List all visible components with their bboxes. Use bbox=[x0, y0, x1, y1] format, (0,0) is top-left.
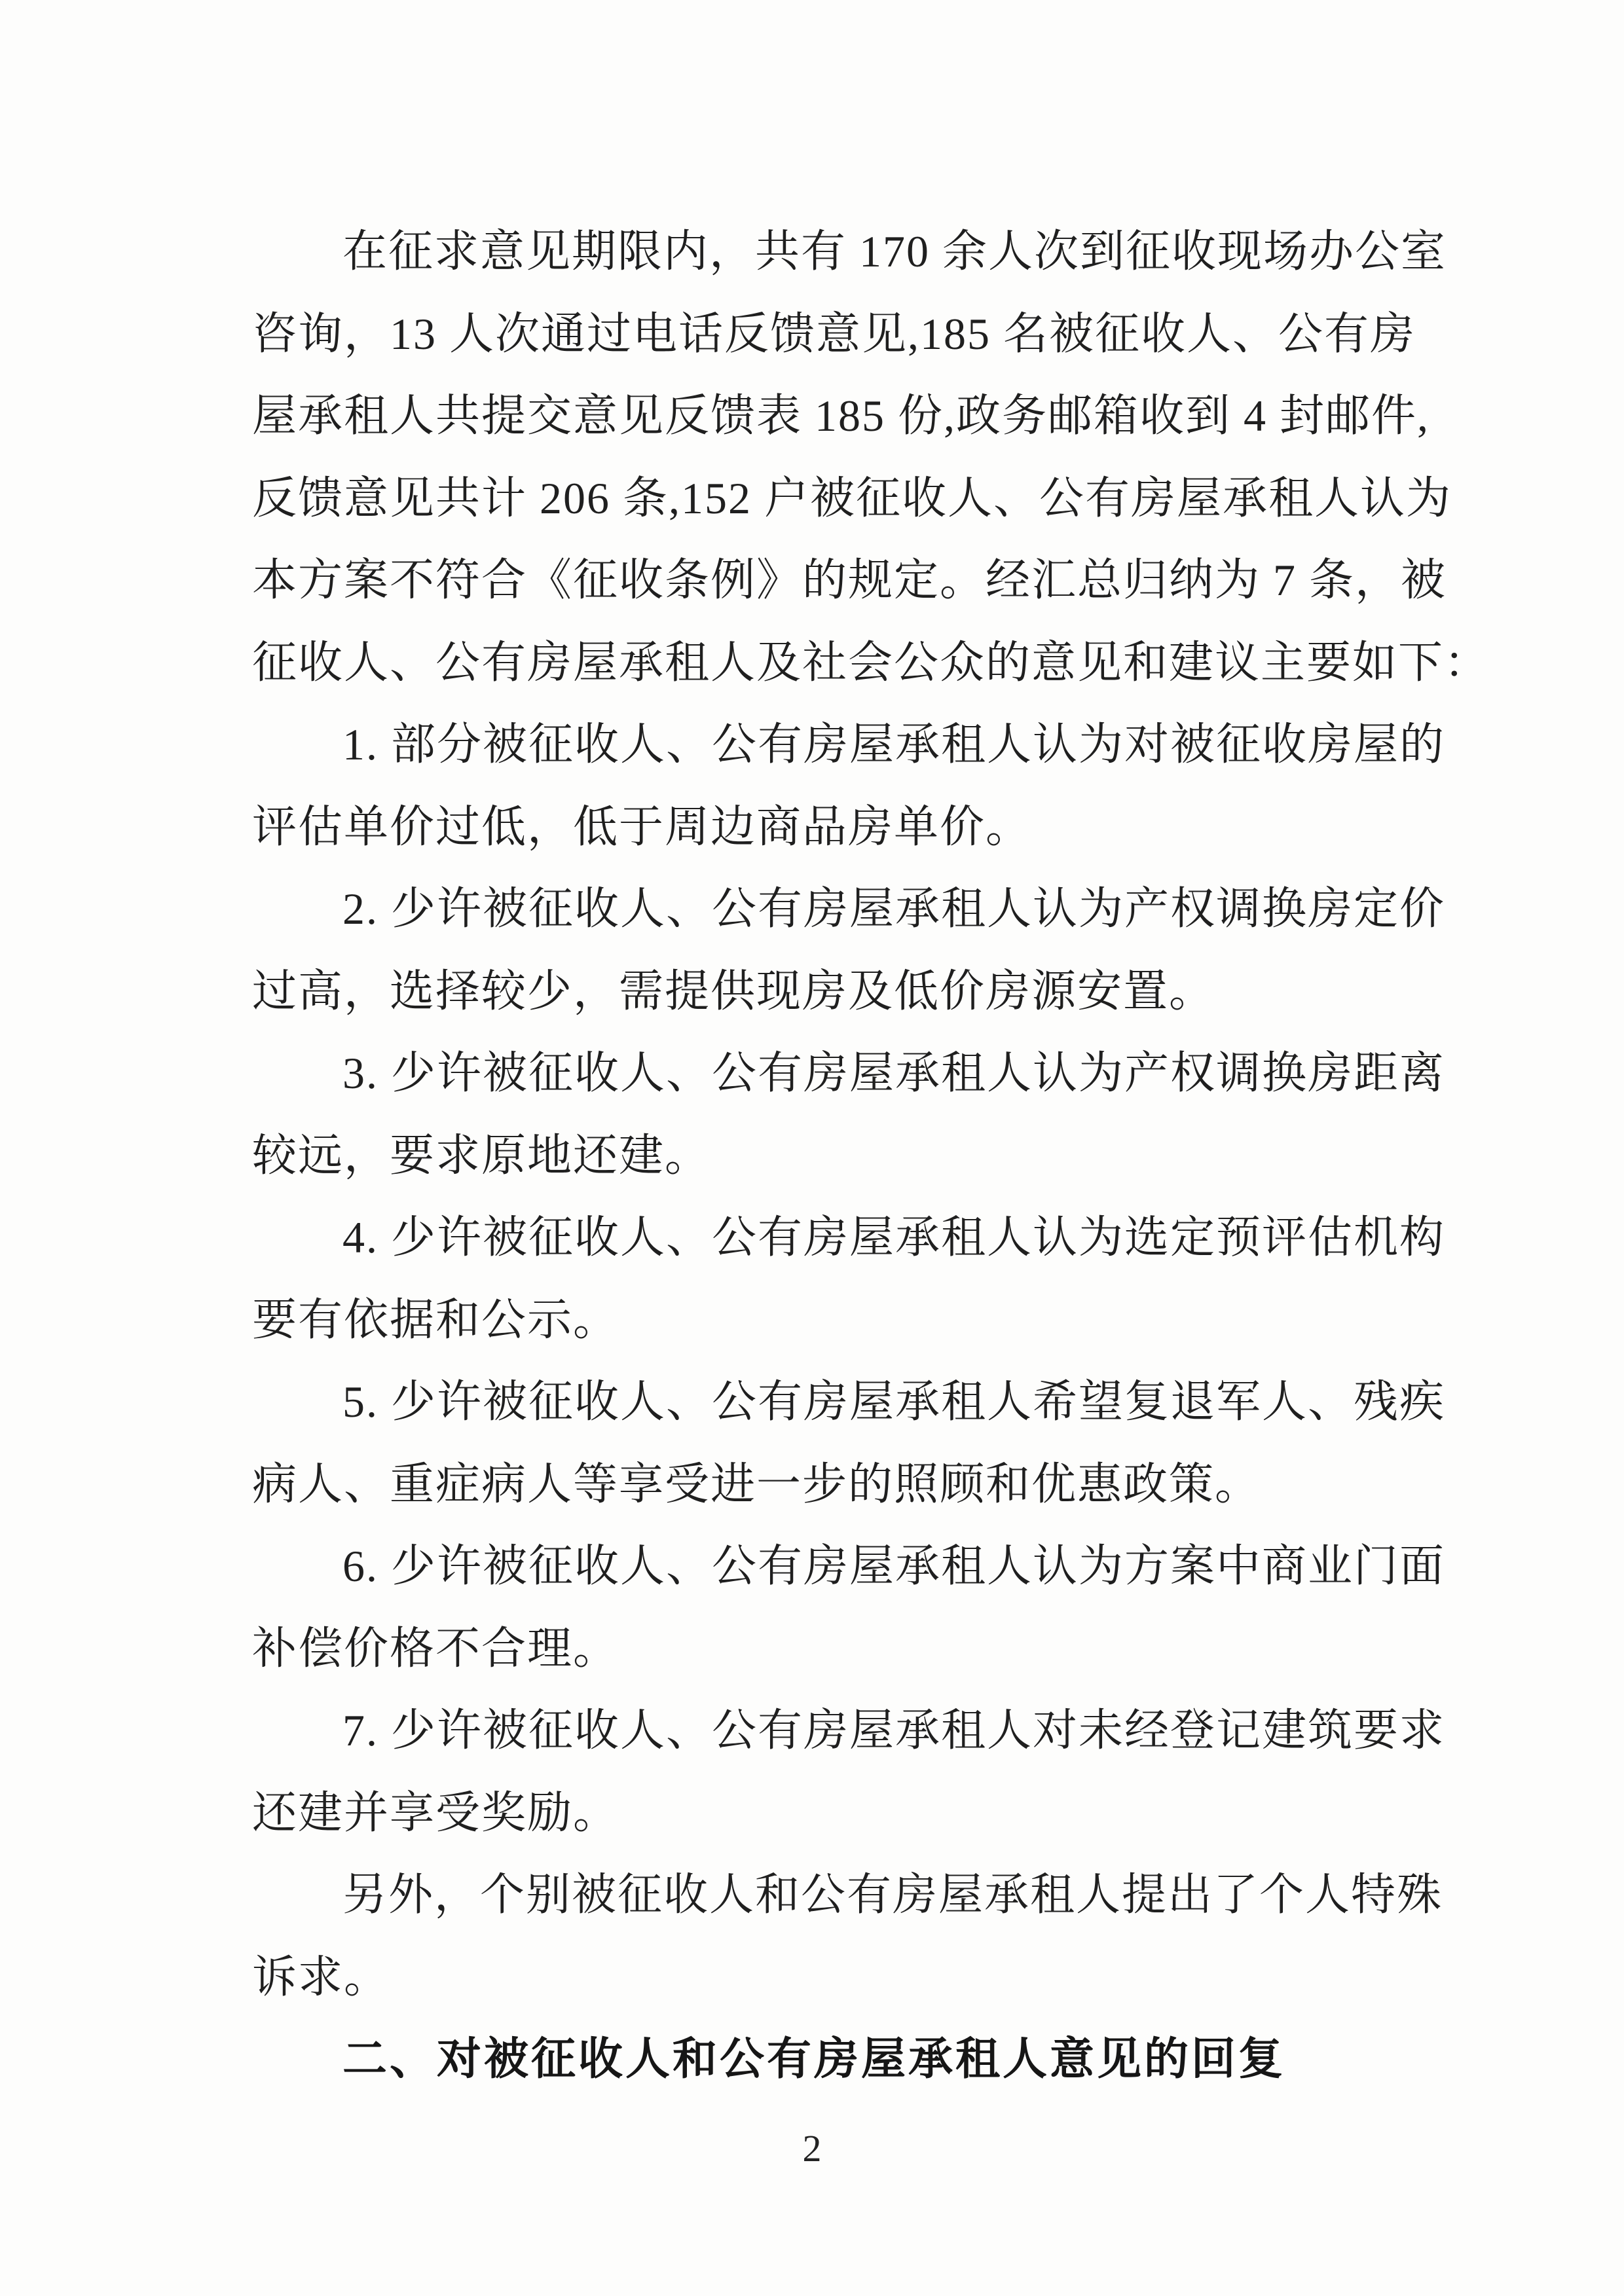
text-line: 6. 少许被征收人、公有房屋承租人认为方案中商业门面 bbox=[342, 1541, 1446, 1591]
text-line: 屋承租人共提交意见反馈表 185 份,政务邮箱收到 4 封邮件, bbox=[252, 391, 1430, 441]
text-line: 过高，选择较少，需提供现房及低价房源安置。 bbox=[252, 966, 1215, 1016]
text-line: 评估单价过低，低于周边商品房单价。 bbox=[252, 801, 1032, 852]
text-line: 本方案不符合《征收条例》的规定。经汇总归纳为 7 条，被 bbox=[252, 555, 1447, 605]
text-line: 征收人、公有房屋承租人及社会公众的意见和建议主要如下： bbox=[252, 637, 1490, 687]
text-line: 还建并享受奖励。 bbox=[252, 1787, 619, 1838]
text-line: 病人、重症病人等享受进一步的照顾和优惠政策。 bbox=[252, 1459, 1261, 1509]
text-line: 7. 少许被征收人、公有房屋承租人对未经登记建筑要求 bbox=[342, 1705, 1446, 1755]
text-line: 咨询，13 人次通过电话反馈意见,185 名被征收人、公有房 bbox=[252, 308, 1416, 359]
page-number: 2 bbox=[802, 2127, 822, 2170]
text-line: 2. 少许被征收人、公有房屋承租人认为产权调换房定价 bbox=[342, 884, 1446, 934]
document-body bbox=[252, 211, 1490, 2101]
text-line: 1. 部分被征收人、公有房屋承租人认为对被征收房屋的 bbox=[342, 720, 1446, 769]
text-line: 在征求意见期限内，共有 170 余人次到征收现场办公室 bbox=[342, 227, 1447, 276]
text-line: 诉求。 bbox=[252, 1952, 390, 2002]
text-line: 反馈意见共计 206 条,152 户被征收人、公有房屋承租人认为 bbox=[252, 473, 1452, 523]
text-line: 3. 少许被征收人、公有房屋承租人认为产权调换房距离 bbox=[342, 1048, 1446, 1098]
text-line: 要有依据和公示。 bbox=[252, 1294, 619, 1345]
text-line: 补偿价格不合理。 bbox=[252, 1623, 619, 1673]
text-line: 较远，要求原地还建。 bbox=[252, 1130, 711, 1180]
section-heading: 二、对被征收人和公有房屋承租人意见的回复 bbox=[342, 2034, 1286, 2084]
text-line: 5. 少许被征收人、公有房屋承租人希望复退军人、残疾 bbox=[342, 1377, 1446, 1427]
text-line: 4. 少许被征收人、公有房屋承租人认为选定预评估机构 bbox=[342, 1212, 1446, 1262]
text-line: 另外，个别被征收人和公有房屋承租人提出了个人特殊 bbox=[342, 1870, 1443, 1920]
